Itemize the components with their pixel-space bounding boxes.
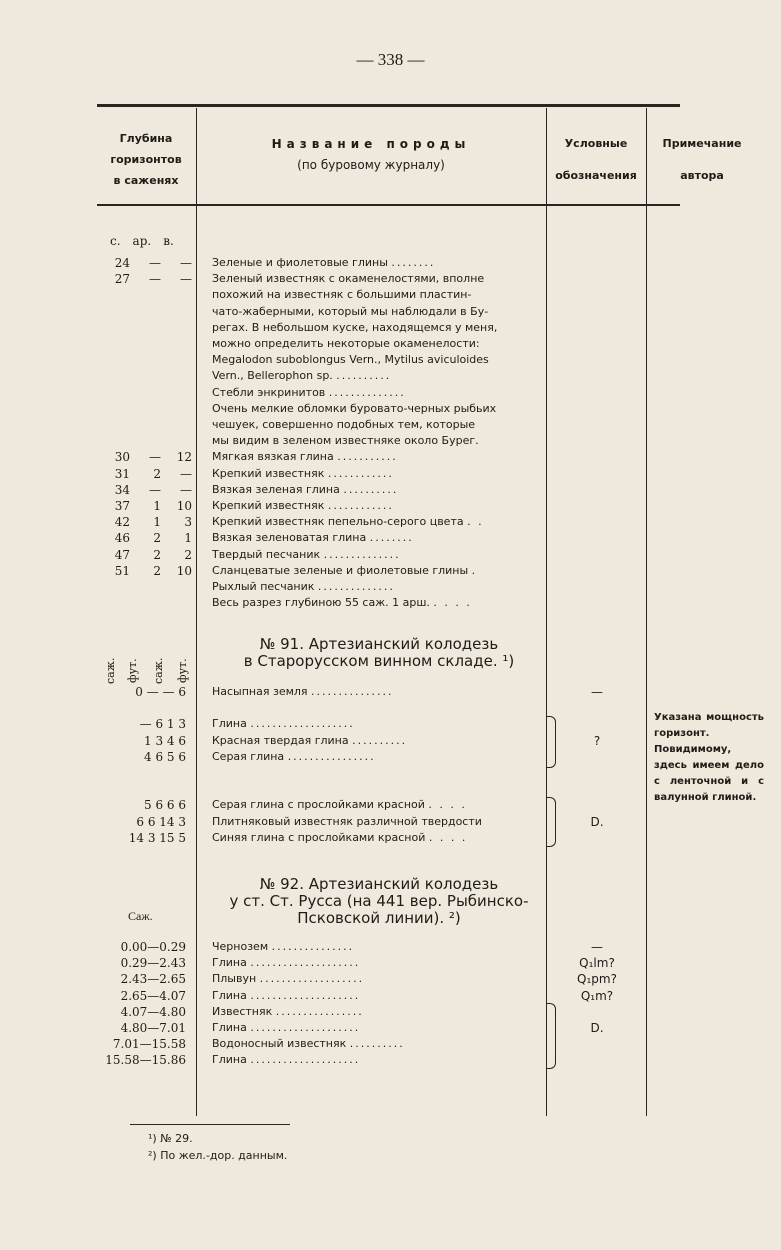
depth-part: —	[149, 450, 161, 465]
leader-dots: ............	[327, 499, 394, 512]
depth-part: 1	[153, 515, 161, 530]
rock-name	[212, 716, 546, 732]
depth-part	[162, 433, 192, 449]
section2-unit-label: саж.	[104, 657, 117, 685]
depth-part: 2	[153, 563, 161, 578]
rock-name-text: чешуек, совершенно подобных тем, которые	[212, 418, 476, 431]
leader-dots: . .	[467, 515, 484, 529]
leader-dots: ...................	[250, 717, 355, 730]
column-divider	[546, 108, 547, 1116]
depth-part	[131, 320, 161, 336]
rock-name-text: Синяя глина с прослойками красной	[212, 831, 426, 844]
rock-name-text: регах. В небольшом куске, находящемся у меня,	[212, 320, 498, 334]
depth-value: 15.58—15.86	[105, 1053, 186, 1068]
leader-dots: ................	[287, 750, 376, 763]
leader-dots: ....................	[250, 1021, 361, 1034]
rock-name-text: Megalodon suboblongus Vern., Mytilus aviculoides	[212, 353, 489, 367]
symbol	[552, 716, 642, 732]
rock-name-text: Вязкая зеленоватая глина	[212, 531, 367, 545]
depth-value	[100, 336, 194, 352]
depth-value: — 6 1 3	[139, 717, 186, 731]
rock-name-text: Твердый песчаник	[212, 547, 321, 561]
rock-name-text: Глина	[212, 1053, 247, 1067]
section2-unit-label: фут.	[126, 658, 139, 684]
rock-name-text: Крепкий известняк	[212, 466, 325, 480]
leader-dots: ..............	[317, 580, 395, 593]
depth-part: —	[149, 256, 161, 270]
depth-part	[100, 579, 130, 595]
depth-part	[100, 368, 130, 384]
leader-dots: ........	[391, 256, 436, 269]
rock-name-text: Сланцеватые зеленые и фиолетовые глины	[212, 563, 469, 577]
rock-name-text: Мягкая вязкая глина	[212, 450, 334, 464]
rock-name	[212, 988, 546, 1004]
header-symbols: Условные обозначения	[555, 137, 637, 182]
depth-part: 10	[176, 563, 192, 578]
depth-value	[100, 466, 194, 482]
rock-name-text: Крепкий известняк пепельно-серого цвета	[212, 515, 464, 529]
symbol	[552, 830, 642, 846]
rock-name	[212, 417, 546, 433]
leader-dots: ...............	[311, 685, 394, 698]
rock-name-text: Насыпная земля	[212, 685, 308, 698]
symbol	[552, 749, 642, 765]
depth-part	[131, 401, 161, 417]
rock-name-text: Глина	[212, 988, 247, 1002]
rock-name	[212, 466, 546, 482]
table-header-rule	[97, 204, 680, 206]
rock-name	[212, 433, 546, 449]
section2-unit-label: саж.	[152, 657, 165, 685]
leader-dots: ................	[275, 1004, 364, 1018]
header-depth: Глубина горизонтов в саженях	[110, 132, 182, 187]
depth-part	[100, 336, 130, 352]
rock-name-text: чато-жаберными, который мы наблюдали в Бу-	[212, 304, 489, 318]
depth-part	[100, 287, 130, 303]
depth-part	[100, 304, 130, 320]
section3-title: № 92. Артезианский колодезь у ст. Ст. Русса (на 441 вер. Рыбинско- Псковской линии). ²)	[229, 875, 529, 927]
depth-value	[100, 563, 194, 579]
rock-name-text: Глина	[212, 717, 247, 730]
depth-part	[131, 304, 161, 320]
depth-value	[100, 530, 194, 546]
depth-part: 10	[176, 499, 192, 513]
depth-part: —	[180, 466, 192, 481]
depth-part: 37	[114, 499, 130, 513]
brace	[547, 1003, 556, 1069]
depth-part	[131, 595, 161, 611]
leader-dots: ..............	[328, 385, 406, 399]
depth-part	[100, 595, 130, 611]
symbol: Q₁m?	[580, 988, 614, 1003]
depth-value	[100, 255, 194, 271]
leader-dots: ...............	[271, 940, 355, 953]
symbol	[552, 797, 642, 813]
rock-name	[212, 320, 546, 336]
rock-name-text: Вязкая зеленая глина	[212, 482, 340, 496]
rock-name	[212, 352, 546, 368]
depth-value	[100, 417, 194, 433]
rock-name	[212, 482, 546, 498]
leader-dots: ..........	[336, 369, 392, 383]
rock-name	[212, 1036, 546, 1052]
table-top-rule	[97, 104, 680, 107]
depth-part: 12	[176, 450, 192, 465]
depth-part	[100, 433, 130, 449]
footnote: ²) По жел.-дор. данным.	[148, 1149, 288, 1162]
depth-value: 0 — — 6	[135, 685, 186, 699]
depth-value	[100, 385, 194, 401]
depth-value: 14 3 15 5	[128, 831, 186, 845]
depth-part	[162, 401, 192, 417]
symbol: Q₁pm?	[577, 972, 617, 987]
section2-unit-label: фут.	[176, 658, 189, 684]
depth-part: 2	[153, 466, 161, 481]
symbol	[552, 1052, 642, 1068]
depth-part: 30	[114, 450, 130, 465]
depth-value	[100, 368, 194, 384]
section2-title: № 91. Артезианский колодезь в Старорусском винном складе. ¹)	[243, 635, 515, 670]
depth-part	[100, 320, 130, 336]
depth-part	[162, 417, 192, 433]
depth-part: 46	[114, 531, 130, 546]
depth-value	[100, 595, 194, 611]
depth-part	[162, 595, 192, 611]
rock-name	[212, 1020, 546, 1036]
rock-name	[212, 547, 546, 563]
depth-part: 27	[114, 272, 130, 287]
depth-part	[100, 352, 130, 368]
rock-name-text: Стебли энкринитов	[212, 385, 326, 399]
page-number: — 338 —	[356, 50, 425, 69]
depth-part	[100, 401, 130, 417]
depth-value	[100, 482, 194, 498]
leader-dots: ...........	[337, 450, 398, 464]
depth-part	[100, 385, 130, 401]
depth-value: 2.65—4.07	[120, 988, 186, 1003]
rock-name	[212, 385, 546, 401]
depth-part	[162, 352, 192, 368]
depth-value	[100, 547, 194, 563]
rock-name-text: Зеленый известняк с окаменелостями, вполне	[212, 272, 485, 286]
rock-name-text: Известняк	[212, 1004, 273, 1018]
leader-dots: ....................	[250, 956, 361, 970]
depth-part	[131, 385, 161, 401]
depth-part: —	[180, 272, 192, 287]
depth-part	[131, 417, 161, 433]
brace	[547, 797, 556, 847]
depth-part	[131, 579, 161, 595]
rock-name	[212, 955, 546, 971]
rock-name	[212, 368, 546, 384]
header-notes: Примечание автора	[662, 137, 742, 182]
depth-part: 31	[114, 466, 130, 481]
rock-name-text: мы видим в зеленом известняке около Бурег.	[212, 434, 479, 448]
depth-part	[131, 368, 161, 384]
depth-value	[100, 304, 194, 320]
depth-part	[162, 368, 192, 384]
rock-name	[212, 749, 546, 765]
rock-name-text: Серая глина	[212, 750, 285, 763]
rock-name	[212, 939, 546, 955]
depth-part	[162, 579, 192, 595]
rock-name	[212, 1004, 546, 1020]
leader-dots: ..............	[323, 547, 401, 561]
depth-part: —	[149, 482, 161, 497]
depth-value	[100, 579, 194, 595]
rock-name	[212, 530, 546, 546]
rock-name	[212, 971, 546, 987]
brace	[547, 716, 556, 768]
depth-value: 2.43—2.65	[120, 972, 186, 987]
leader-dots: ........	[369, 531, 414, 545]
depth-value	[100, 433, 194, 449]
depth-part: 24	[114, 256, 130, 270]
rock-name-text: Красная твердая глина	[212, 734, 349, 747]
rock-name	[212, 797, 546, 813]
rock-name	[212, 733, 546, 749]
depth-part: 47	[114, 547, 130, 562]
depth-part	[162, 287, 192, 303]
leader-dots: . . . .	[433, 596, 472, 610]
depth-value	[100, 271, 194, 287]
depth-part: 2	[153, 531, 161, 546]
rock-name-text: Глина	[212, 1021, 247, 1034]
leader-dots: ...................	[259, 972, 365, 986]
depth-part: 1	[153, 499, 161, 513]
rock-name-text: Плитняковый известняк различной твердости	[212, 815, 482, 828]
depth-part: 42	[114, 515, 130, 530]
depth-part	[162, 304, 192, 320]
symbol: D.	[590, 1021, 604, 1035]
rock-name-text: Серая глина с прослойками красной	[212, 798, 425, 811]
depth-part: 3	[184, 515, 192, 530]
depth-value: 4 6 5 6	[144, 750, 186, 764]
rock-name-text: Чернозем	[212, 940, 269, 953]
leader-dots: . . . .	[428, 798, 467, 811]
rock-name-text: Плывун	[212, 972, 257, 986]
header-name: Название породы (по буровому журналу)	[271, 137, 471, 172]
depth-part: 34	[114, 482, 130, 497]
depth-part: 2	[184, 547, 192, 562]
symbol: ?	[593, 734, 601, 748]
rock-name	[212, 1052, 546, 1068]
depth-part: —	[180, 256, 192, 270]
leader-dots: ............	[327, 466, 394, 480]
rock-name	[212, 595, 546, 611]
rock-name	[212, 304, 546, 320]
leader-dots: ..........	[352, 734, 408, 747]
rock-name-text: Водоносный известняк	[212, 1037, 347, 1051]
symbol: D.	[590, 815, 604, 829]
leader-dots: . . . .	[428, 831, 468, 844]
leader-dots: ....................	[250, 988, 361, 1002]
depth-part	[131, 433, 161, 449]
depth-part	[100, 417, 130, 433]
symbol	[552, 1036, 642, 1052]
rock-name	[212, 514, 546, 530]
rock-name-text: Крепкий известняк	[212, 499, 325, 512]
rock-name-text: Рыхлый песчаник	[212, 580, 315, 593]
rock-name-text: Очень мелкие обломки буровато-черных рыбьих	[212, 401, 497, 415]
rock-name-text: похожий на известняк с большими пластин-	[212, 288, 472, 302]
depth-part	[131, 352, 161, 368]
rock-name	[212, 271, 546, 287]
depth-part: —	[180, 482, 192, 497]
leader-dots: .	[471, 563, 478, 577]
depth-value	[100, 352, 194, 368]
rock-name-text: Vern., Bellerophon sp.	[212, 369, 333, 383]
depth-value: 4.80—7.01	[120, 1021, 186, 1035]
depth-value: 0.00—0.29	[120, 940, 186, 954]
rock-name	[212, 449, 546, 465]
depth-part: 2	[153, 547, 161, 562]
rock-name	[212, 830, 546, 846]
depth-value	[100, 401, 194, 417]
symbol: Q₁lm?	[579, 956, 615, 971]
rock-name	[212, 579, 546, 595]
section1-units: с. ар. в.	[110, 234, 174, 248]
section3-unit: Саж.	[128, 909, 153, 923]
leader-dots: ..........	[343, 482, 399, 496]
rock-name	[212, 336, 546, 352]
symbol: —	[591, 940, 603, 954]
depth-value	[100, 287, 194, 303]
depth-value	[100, 449, 194, 465]
depth-value: 5 6 6 6	[144, 798, 186, 812]
rock-name	[212, 814, 546, 830]
depth-part: 51	[114, 563, 130, 578]
depth-value: 4.07—4.80	[120, 1004, 186, 1019]
rock-name	[212, 255, 546, 271]
rock-name-text: можно определить некоторые окаменелости:	[212, 337, 480, 350]
footnote: ¹) № 29.	[148, 1132, 193, 1145]
depth-value	[100, 320, 194, 336]
rock-name	[212, 563, 546, 579]
depth-value: 6 6 14 3	[136, 815, 186, 829]
depth-value: 0.29—2.43	[120, 956, 186, 971]
footnote-rule	[130, 1124, 290, 1125]
depth-part: —	[149, 272, 161, 287]
depth-part	[131, 336, 161, 352]
symbol	[552, 1004, 642, 1020]
depth-value: 7.01—15.58	[112, 1037, 186, 1052]
depth-part	[131, 287, 161, 303]
depth-value	[100, 498, 194, 514]
rock-name-text: Зеленые и фиолетовые глины	[212, 256, 388, 269]
depth-part: 1	[184, 531, 192, 546]
column-divider	[196, 108, 197, 1116]
leader-dots: ..........	[349, 1037, 405, 1051]
depth-part	[162, 320, 192, 336]
rock-name-text: Весь разрез глубиною 55 саж. 1 арш.	[212, 596, 430, 610]
author-note: Указана мощность горизонт. Повидимому, здесь имеем дело с ленточной и с валунной глиной.	[654, 712, 764, 803]
depth-part	[162, 336, 192, 352]
rock-name-text: Глина	[212, 956, 247, 970]
depth-part	[162, 385, 192, 401]
symbol: —	[591, 685, 603, 699]
rock-name	[212, 684, 546, 700]
column-divider	[646, 108, 647, 1116]
rock-name	[212, 287, 546, 303]
depth-value: 1 3 4 6	[144, 734, 186, 748]
rock-name	[212, 401, 546, 417]
leader-dots: ....................	[250, 1053, 361, 1067]
rock-name	[212, 498, 546, 514]
depth-value	[100, 514, 194, 530]
